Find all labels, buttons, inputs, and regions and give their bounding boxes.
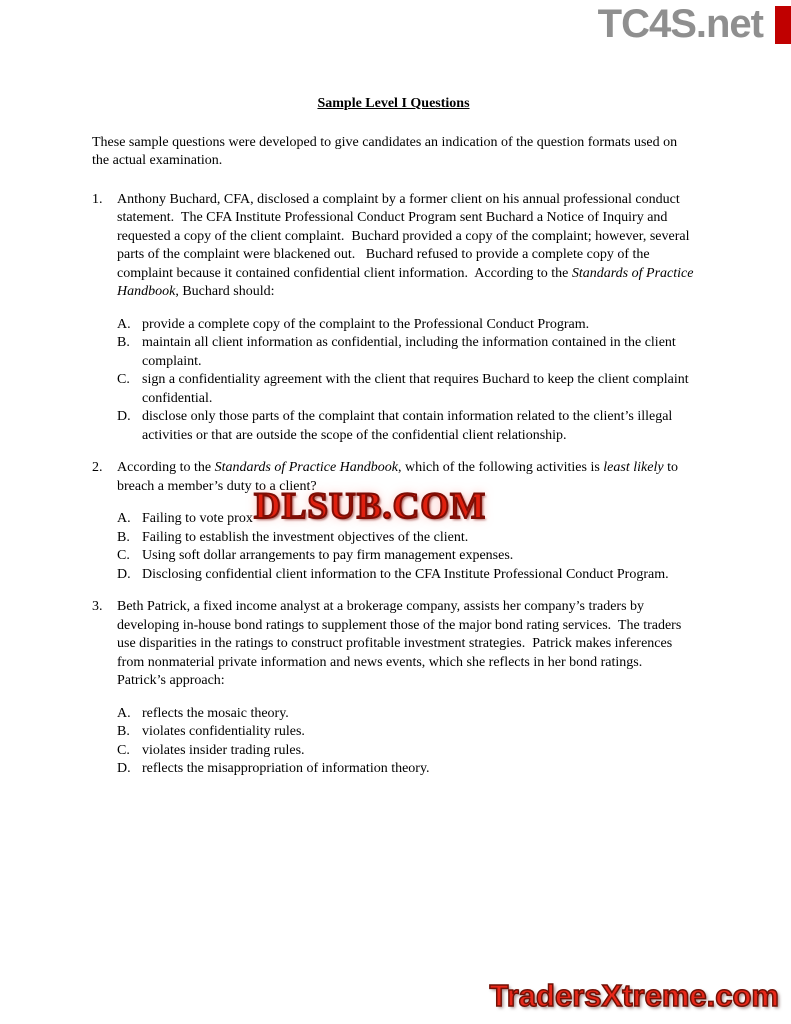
option-letter: D. [117,566,131,582]
stem-text: to breach a member’s duty to a client? [117,460,682,494]
option-letter: B. [117,529,130,545]
option-letter: C. [117,372,130,387]
option-letter: B. [117,335,130,350]
option-text: maintain all client information as confidential, including the information contained in the client complaint. [142,335,680,369]
stem-text: Beth Patrick, a fixed income analyst at a brokerage company, assists her company’s traders by developing in-house bond ratings to supplement those of the major bond rating services. The traders use disparities in the ratings to construct profitable investment strategies. Patrick makes inferences from nonmaterial private information and news events, which she reflects in her bond ratings. Patrick’s approach: [117,599,685,688]
option-row [117,334,695,371]
option-letter: D. [117,409,131,424]
option-letter: A. [117,316,131,332]
question-number: 1. [92,191,103,207]
option-row [117,529,695,548]
option-text: violates confidentiality rules. [142,724,305,739]
option-text: reflects the misappropriation of information theory. [142,761,430,776]
stem-italic: Standards of Practice Handbook [214,460,398,475]
option-text: provide a complete copy of the complaint to the Professional Conduct Program. [142,316,590,332]
option-row [117,723,695,742]
tradersxtreme-watermark: TradersXtreme.com [489,978,779,1013]
option-letter: D. [117,761,131,776]
option-text: violates insider trading rules. [142,742,305,758]
option-text: Using soft dollar arrangements to pay firm management expenses. [142,548,514,563]
page-title [92,95,695,114]
question-stem [117,191,695,302]
red-corner-mark [775,6,791,44]
option-letter: B. [117,724,130,739]
option-row [117,371,695,408]
options-list [117,705,695,779]
stem-italic: least likely [603,460,664,475]
question-stem [117,598,695,691]
question-3 [92,598,695,779]
question-body [117,191,695,446]
option-row [117,760,695,779]
stem-text: , which of the following activities is [398,460,604,475]
option-row [117,705,695,724]
question-body [117,598,695,779]
option-text: Failing to vote prox [142,511,253,526]
option-letter: C. [117,548,130,563]
option-text: reflects the mosaic theory. [142,705,289,721]
option-letter: A. [117,511,131,526]
stem-text: Anthony Buchard, CFA, disclosed a complaint by a former client on his annual professional conduct statement. The CFA Institute Professional Conduct Program sent Buchard a Notice of Inquiry and requested a copy of the client complaint. Buchard provided a copy of the complaint; however, several parts of the complaint were blackened out. Buchard refused to provide a complete copy of the complaint because it contained confidential client information. According to the [117,191,693,281]
tc4s-watermark: TC4S.net [597,2,763,46]
option-row [117,742,695,761]
question-1 [92,191,695,446]
option-row [117,316,695,335]
question-number: 3. [92,599,103,614]
option-row [117,408,695,445]
page-title-text: Sample Level I Questions [317,96,470,111]
intro-paragraph: These sample questions were developed to give candidates an indication of the question formats used on the actual examination. [92,134,681,168]
option-text: Failing to establish the investment objectives of the client. [142,529,469,545]
stem-text: According to the [117,460,215,475]
option-row [117,547,695,566]
dlsub-watermark: DLSUB.COM [254,486,487,527]
options-list [117,316,695,446]
option-row [117,566,695,585]
option-text: Disclosing confidential client information to the CFA Institute Professional Conduct Program. [142,566,669,582]
option-letter: A. [117,705,131,721]
stem-text: , Buchard should: [175,284,275,299]
stem-italic: Standards of Practice Handbook [117,265,697,299]
option-text: disclose only those parts of the complaint that contain information related to the client’s illegal activities or that are outside the scope of the confidential client relationship. [142,409,676,443]
option-letter: C. [117,742,130,758]
option-text: sign a confidentiality agreement with the client that requires Buchard to keep the client complaint confidential. [142,372,693,406]
question-number: 2. [92,460,103,475]
